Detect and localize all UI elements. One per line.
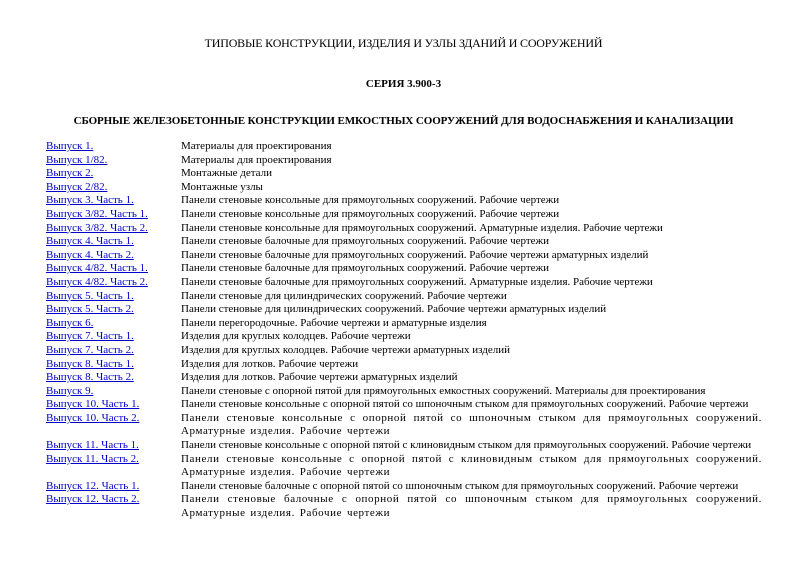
issue-link[interactable]: Выпуск 4. Часть 2.	[46, 248, 134, 261]
list-item	[46, 398, 762, 412]
issue-description: Панели стеновые балочные с опорной пятой со шпоночным стыком для прямоугольных сооружений. Рабочие чертежи	[181, 479, 739, 492]
issue-link[interactable]: Выпуск 2.	[46, 167, 94, 180]
issue-description: Панели стеновые балочные для прямоугольных сооружений. Рабочие чертежи	[181, 262, 550, 275]
issue-description: Панели стеновые консольные с опорной пятой с клиновидным стыком для прямоугольных сооружений. Арматурные изделия. Рабочие чертежи	[181, 452, 762, 479]
list-item	[46, 222, 762, 236]
issue-description: Изделия для круглых колодцев. Рабочие чертежи арматурных изделий	[181, 343, 511, 356]
issue-link[interactable]: Выпуск 7. Часть 1.	[46, 330, 134, 343]
issue-description: Панели стеновые для цилиндрических сооружений. Рабочие чертежи	[181, 289, 507, 302]
page-title: СБОРНЫЕ ЖЕЛЕЗОБЕТОННЫЕ КОНСТРУКЦИИ ЕМКОСТНЫХ СООРУЖЕНИЙ ДЛЯ ВОДОСНАБЖЕНИЯ И КАНАЛИЗАЦИИ	[73, 115, 734, 127]
issue-description: Монтажные детали	[181, 167, 273, 180]
issue-description: Изделия для круглых колодцев. Рабочие чертежи	[181, 330, 411, 343]
list-item	[46, 453, 762, 480]
issue-link[interactable]: Выпуск 4/82. Часть 1.	[46, 262, 148, 275]
list-item	[46, 439, 762, 453]
list-item	[46, 290, 762, 304]
list-item	[46, 385, 762, 399]
list-item	[46, 412, 762, 439]
list-item	[46, 249, 762, 263]
issue-link[interactable]: Выпуск 3/82. Часть 1.	[46, 207, 148, 220]
issue-link[interactable]: Выпуск 5. Часть 2.	[46, 303, 134, 316]
list-item	[46, 154, 762, 168]
issue-list	[46, 140, 762, 521]
issue-link[interactable]: Выпуск 3. Часть 1.	[46, 194, 134, 207]
issue-link[interactable]: Выпуск 10. Часть 1.	[46, 398, 140, 411]
issue-description: Панели стеновые консольные с опорной пятой со шпоночным стыком для прямоугольных сооружений. Рабочие чертежи	[181, 398, 749, 411]
list-item	[46, 181, 762, 195]
issue-link[interactable]: Выпуск 4/82. Часть 2.	[46, 275, 148, 288]
issue-description: Панели стеновые для цилиндрических сооружений. Рабочие чертежи арматурных изделий	[181, 303, 607, 316]
issue-description: Панели стеновые балочные с опорной пятой со шпоночным стыком для прямоугольных сооружений. Арматурные изделия. Рабочие чертежи	[181, 493, 762, 520]
list-item	[46, 358, 762, 372]
list-item	[46, 276, 762, 290]
issue-description: Панели стеновые балочные для прямоугольных сооружений. Рабочие чертежи	[181, 235, 550, 248]
list-item	[46, 235, 762, 249]
list-item	[46, 371, 762, 385]
issue-description: Панели стеновые консольные с опорной пятой с клиновидным стыком для прямоугольных сооружений. Рабочие чертежи	[181, 439, 752, 452]
issue-description: Панели стеновые консольные для прямоугольных сооружений. Арматурные изделия. Рабочие чертежи	[181, 221, 663, 234]
issue-link[interactable]: Выпуск 3/82. Часть 2.	[46, 221, 148, 234]
issue-description: Материалы для проектирования	[181, 140, 332, 152]
issue-link[interactable]: Выпуск 8. Часть 1.	[46, 357, 134, 370]
list-item	[46, 480, 762, 494]
issue-description: Монтажные узлы	[181, 180, 263, 193]
issue-link[interactable]: Выпуск 9.	[46, 384, 94, 397]
list-item	[46, 344, 762, 358]
issue-link[interactable]: Выпуск 1.	[46, 140, 94, 152]
issue-link[interactable]: Выпуск 2/82.	[46, 180, 108, 193]
issue-link[interactable]: Выпуск 10. Часть 2.	[46, 411, 140, 424]
list-item	[46, 194, 762, 208]
issue-link[interactable]: Выпуск 8. Часть 2.	[46, 371, 134, 384]
issue-link[interactable]: Выпуск 5. Часть 1.	[46, 289, 134, 302]
issue-link[interactable]: Выпуск 4. Часть 1.	[46, 235, 134, 248]
issue-description: Материалы для проектирования	[181, 153, 332, 166]
list-item	[46, 167, 762, 181]
issue-description: Панели стеновые с опорной пятой для прямоугольных емкостных сооружений. Материалы для проектирования	[181, 384, 706, 397]
issue-link[interactable]: Выпуск 7. Часть 2.	[46, 343, 134, 356]
list-item	[46, 262, 762, 276]
list-item	[46, 493, 762, 520]
list-item	[46, 317, 762, 331]
issue-description: Панели стеновые балочные для прямоугольных сооружений. Рабочие чертежи арматурных изделий	[181, 248, 649, 261]
issue-description: Панели перегородочные. Рабочие чертежи и арматурные изделия	[181, 316, 487, 329]
issue-description: Изделия для лотков. Рабочие чертежи арматурных изделий	[181, 371, 458, 384]
list-item	[46, 303, 762, 317]
list-item	[46, 330, 762, 344]
issue-description: Панели стеновые консольные для прямоугольных сооружений. Рабочие чертежи	[181, 207, 560, 220]
list-item	[46, 208, 762, 222]
issue-link[interactable]: Выпуск 6.	[46, 316, 94, 329]
issue-link[interactable]: Выпуск 11. Часть 1.	[46, 439, 139, 452]
issue-link[interactable]: Выпуск 12. Часть 2.	[46, 493, 140, 506]
list-item	[46, 140, 762, 154]
issue-description: Панели стеновые консольные для прямоугольных сооружений. Рабочие чертежи	[181, 194, 560, 207]
issue-link[interactable]: Выпуск 12. Часть 1.	[46, 479, 140, 492]
issue-description: Панели стеновые балочные для прямоугольных сооружений. Арматурные изделия. Рабочие чертежи	[181, 275, 653, 288]
issue-link[interactable]: Выпуск 1/82.	[46, 153, 108, 166]
issue-description: Изделия для лотков. Рабочие чертежи	[181, 357, 359, 370]
series-number: СЕРИЯ 3.900-3	[365, 78, 442, 90]
issue-description: Панели стеновые консольные с опорной пятой со шпоночным стыком для прямоугольных сооружений. Арматурные изделия. Рабочие чертежи	[181, 411, 762, 438]
issue-link[interactable]: Выпуск 11. Часть 2.	[46, 452, 139, 465]
collection-title: ТИПОВЫЕ КОНСТРУКЦИИ, ИЗДЕЛИЯ И УЗЛЫ ЗДАНИЙ И СООРУЖЕНИЙ	[204, 36, 603, 50]
